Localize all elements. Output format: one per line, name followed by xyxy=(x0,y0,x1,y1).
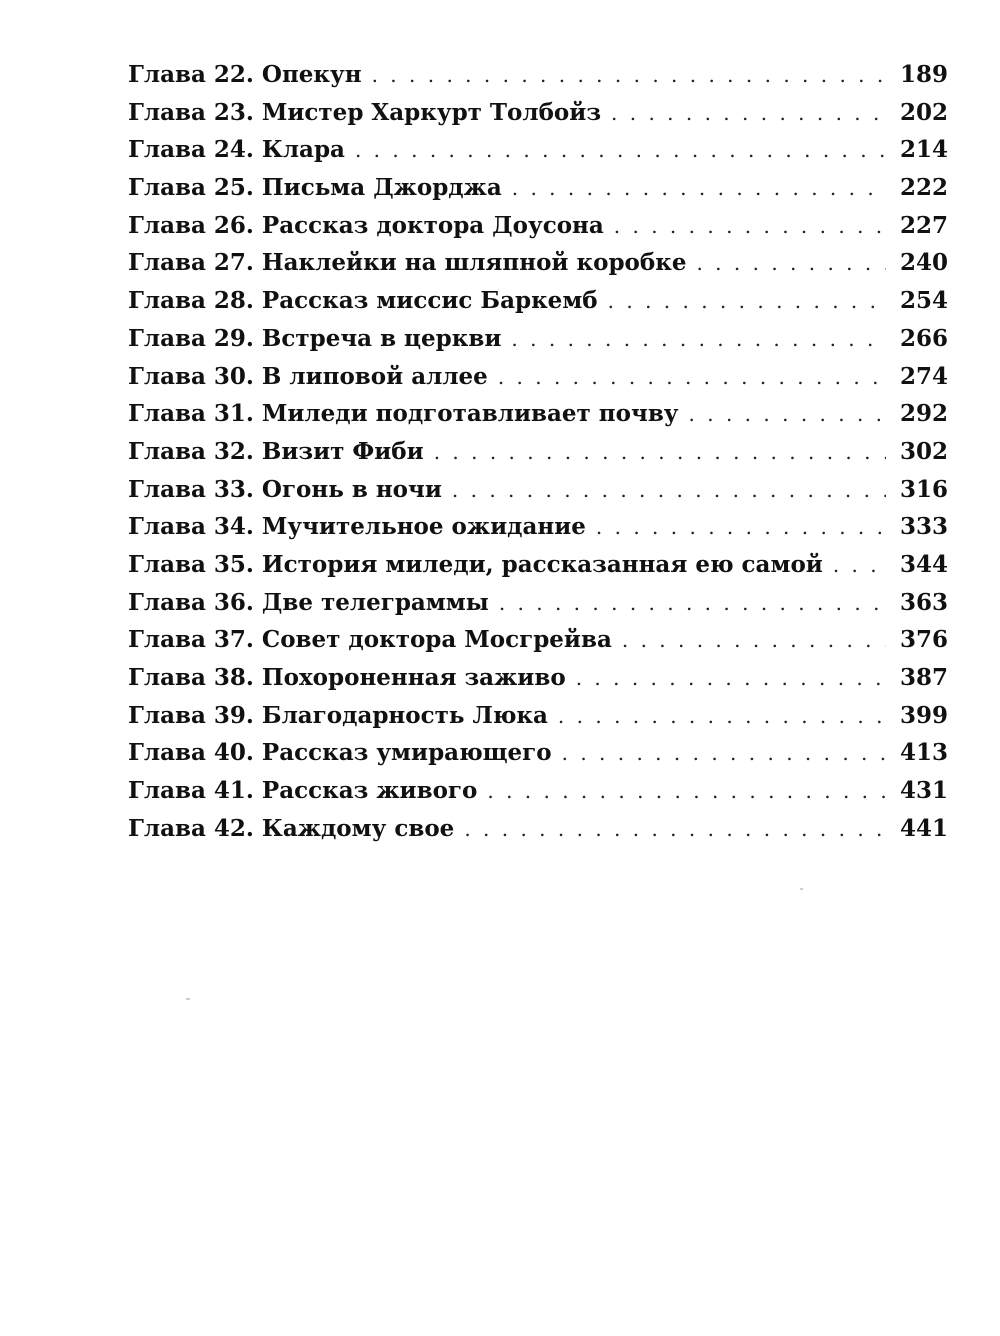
chapter-title: Глава 41. Рассказ живого xyxy=(128,777,478,805)
toc-entry xyxy=(128,212,948,250)
toc-entry xyxy=(128,476,948,514)
page-number: 266 xyxy=(899,324,948,352)
dot-leader xyxy=(434,440,886,464)
page-number: 399 xyxy=(899,701,948,729)
page-number: 344 xyxy=(899,550,948,578)
chapter-title: Глава 28. Рассказ миссис Баркемб xyxy=(128,287,598,315)
chapter-title: Глава 42. Каждому свое xyxy=(128,814,455,842)
chapter-title: Глава 26. Рассказ доктора Доусона xyxy=(128,211,604,239)
chapter-title: Глава 33. Огонь в ночи xyxy=(128,475,442,503)
dot-leader xyxy=(622,628,886,652)
page-number: 240 xyxy=(899,249,948,277)
toc-entry xyxy=(128,174,948,212)
toc-entry xyxy=(128,61,948,99)
page-number: 274 xyxy=(899,362,948,390)
chapter-title: Глава 34. Мучительное ожидание xyxy=(128,513,586,541)
chapter-title: Глава 25. Письма Джорджа xyxy=(128,174,502,202)
toc-entry xyxy=(128,325,948,363)
page-number: 202 xyxy=(899,98,948,126)
chapter-title: Глава 37. Совет доктора Мосгрейва xyxy=(128,626,612,654)
page-number: 363 xyxy=(899,588,948,616)
dot-leader xyxy=(499,591,886,615)
dot-leader xyxy=(611,101,886,125)
table-of-contents xyxy=(128,61,948,852)
toc-entry xyxy=(128,777,948,815)
toc-entry xyxy=(128,626,948,664)
page-number: 292 xyxy=(899,400,948,428)
chapter-title: Глава 29. Встреча в церкви xyxy=(128,324,502,352)
toc-entry xyxy=(128,136,948,174)
chapter-title: Глава 39. Благодарность Люка xyxy=(128,701,548,729)
dot-leader xyxy=(608,289,886,313)
dot-leader xyxy=(512,176,886,200)
toc-entry xyxy=(128,400,948,438)
dot-leader xyxy=(562,741,886,765)
page-number: 376 xyxy=(899,626,948,654)
dot-leader xyxy=(696,251,886,275)
toc-entry xyxy=(128,739,948,777)
page-number: 441 xyxy=(899,814,948,842)
chapter-title: Глава 38. Похороненная заживо xyxy=(128,664,566,691)
toc-entry xyxy=(128,702,948,740)
toc-entry xyxy=(128,249,948,287)
toc-entry xyxy=(128,551,948,589)
chapter-title: Глава 27. Наклейки на шляпной коробке xyxy=(128,249,687,277)
chapter-title: Глава 36. Две телеграммы xyxy=(128,588,489,616)
page-number: 431 xyxy=(899,777,948,805)
page-number: 333 xyxy=(899,513,948,541)
chapter-title: Глава 30. В липовой аллее xyxy=(128,362,488,390)
toc-entry xyxy=(128,589,948,627)
chapter-title: Глава 22. Опекун xyxy=(128,61,362,88)
chapter-title: Глава 35. История миледи, рассказанная ею самой xyxy=(128,550,823,578)
dot-leader xyxy=(487,779,886,803)
chapter-title: Глава 31. Миледи подготавливает почву xyxy=(128,400,679,428)
page-number: 222 xyxy=(899,174,948,202)
page-number: 189 xyxy=(899,61,948,88)
page-number: 316 xyxy=(899,475,948,503)
page-number: 227 xyxy=(899,211,948,239)
scan-speck xyxy=(186,998,190,1000)
page-number: 214 xyxy=(899,136,948,164)
page-number: 302 xyxy=(899,437,948,465)
page-number: 387 xyxy=(899,664,948,691)
chapter-title: Глава 23. Мистер Харкурт Толбойз xyxy=(128,98,602,126)
chapter-title: Глава 32. Визит Фиби xyxy=(128,437,424,465)
toc-entry xyxy=(128,287,948,325)
dot-leader xyxy=(576,666,886,690)
toc-entry xyxy=(128,363,948,401)
chapter-title: Глава 40. Рассказ умирающего xyxy=(128,739,552,767)
dot-leader xyxy=(833,553,886,577)
dot-leader xyxy=(464,817,886,841)
page-number: 413 xyxy=(899,739,948,767)
dot-leader xyxy=(558,704,886,728)
toc-entry xyxy=(128,664,948,702)
dot-leader xyxy=(614,214,886,238)
dot-leader xyxy=(596,515,886,539)
dot-leader xyxy=(355,138,886,162)
dot-leader xyxy=(689,402,886,426)
page-number: 254 xyxy=(899,287,948,315)
scan-speck xyxy=(800,888,803,890)
toc-entry xyxy=(128,815,948,853)
toc-entry xyxy=(128,438,948,476)
dot-leader xyxy=(511,327,886,351)
chapter-title: Глава 24. Клара xyxy=(128,136,345,164)
dot-leader xyxy=(452,478,886,502)
toc-entry xyxy=(128,513,948,551)
dot-leader xyxy=(498,365,886,389)
toc-entry xyxy=(128,99,948,137)
dot-leader xyxy=(372,63,886,87)
